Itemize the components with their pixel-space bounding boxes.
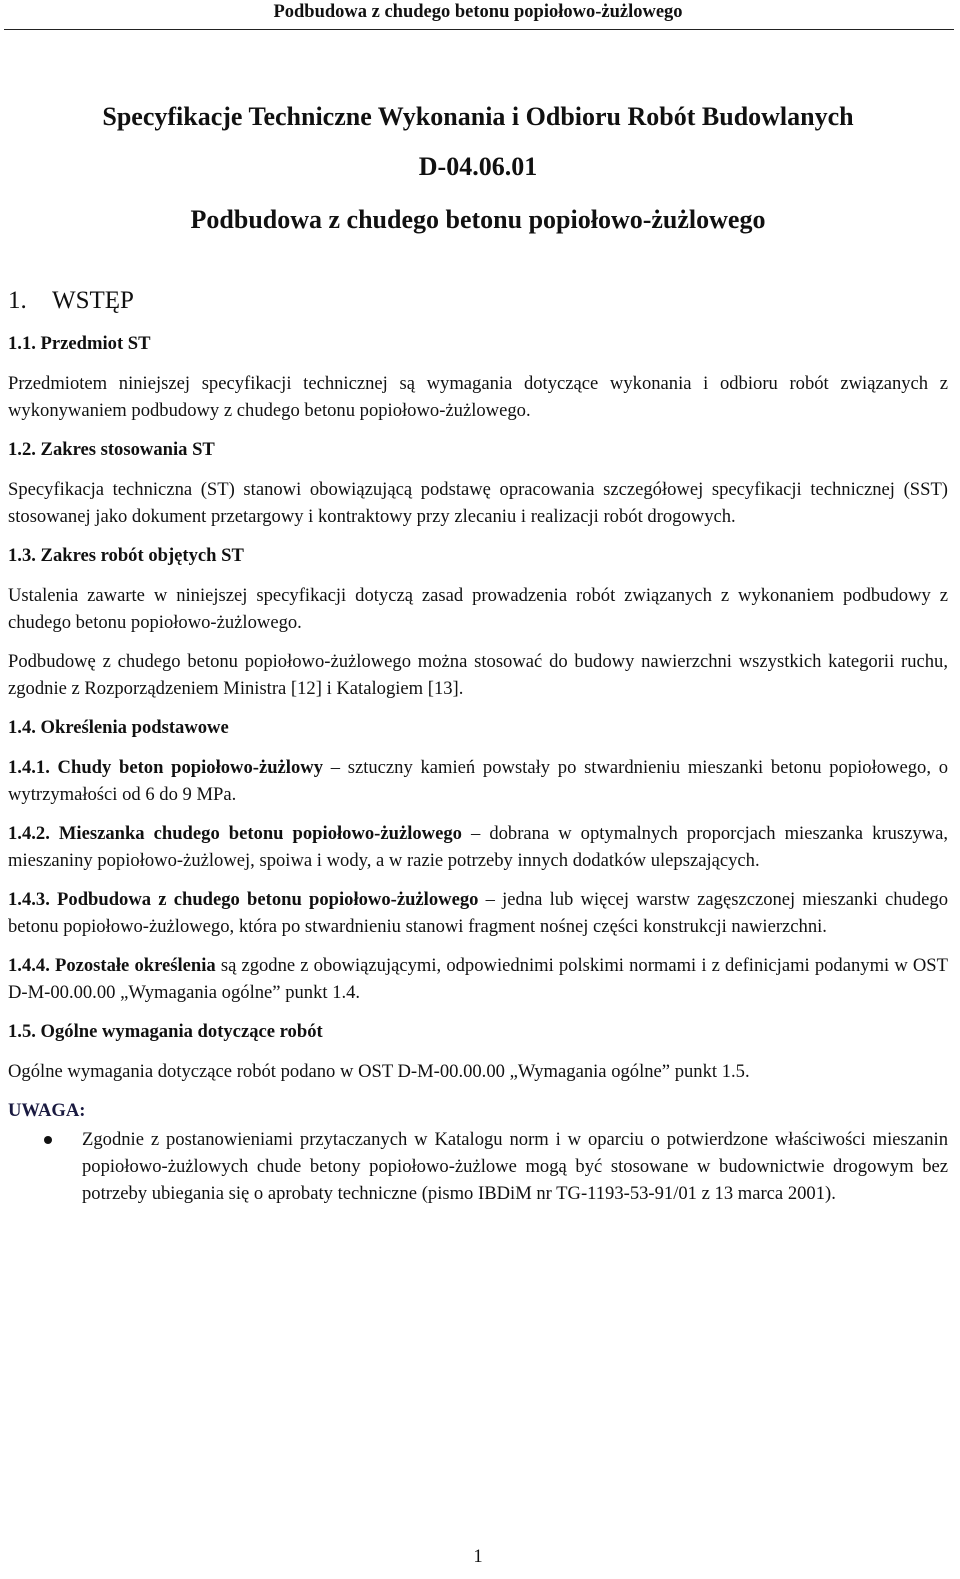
definition-1-4-1 [8,754,948,808]
document-title: Specyfikacje Techniczne Wykonania i Odbioru Robót Budowlanych [102,102,854,131]
header-rule [4,29,954,30]
section-heading-wstep [8,284,948,318]
definition-1-4-3 [8,886,948,940]
section-title: WSTĘP [52,287,134,314]
definition-text: – jedna lub więcej warstw zagęszczonej mieszanki chudego betonu popiołowo-żużlowego, która po stwardnieniu stanowi fragment nośnej części konstrukcji nawierzchni. [8,889,948,937]
definition-1-4-4 [8,952,948,1006]
definition-term: 1.4.4. Pozostałe określenia [8,955,216,976]
document-subject: Podbudowa z chudego betonu popiołowo-żużlowego [190,205,766,234]
warning-list [8,1126,948,1207]
definition-text: są zgodne z obowiązującymi, odpowiednimi polskimi normami i z definicjami podanymi w OST D-M-00.00.00 „Wymagania ogólne” punkt 1.4. [8,955,949,1003]
definition-1-4-2 [8,820,948,874]
definition-term: 1.4.3. Podbudowa z chudego betonu popiołowo-żużlowego [8,889,479,910]
definition-term: 1.4.2. Mieszanka chudego betonu popiołowo-żużlowego [8,823,462,844]
warning-label: UWAGA: [8,1100,86,1121]
definition-term: 1.4.1. Chudy beton popiołowo-żużlowy [8,757,323,778]
warning-item [8,1126,948,1207]
subsection-heading-1-2: 1.2. Zakres stosowania ST [8,439,215,460]
subsection-heading-1-3: 1.3. Zakres robót objętych ST [8,545,244,566]
paragraph-1-1: Przedmiotem niniejszej specyfikacji technicznej są wymagania dotyczące wykonania i odbioru robót związanych z wykonywaniem podbudowy z chudego betonu popiołowo-żużlowego. [8,373,948,421]
warning-item-text: Zgodnie z postanowieniami przytaczanych w Katalogu norm i w oparciu o potwierdzone właściwości mieszanin popiołowo-żużlowych chude betony popiołowo-żużlowe mogą być stosowane w budownictwie drogowym bez potrzeby ubiegania się o aprobaty techniczne (pismo IBDiM nr TG-1193-53-91/01 z 13 marca 2001). [82,1129,948,1204]
paragraph-1-3-b: Podbudowę z chudego betonu popiołowo-żużlowego można stosować do budowy nawierzchni wszystkich kategorii ruchu, zgodnie z Rozporządzeniem Ministra [12] i Katalogiem [13]. [8,651,948,699]
document-code: D-04.06.01 [418,152,538,181]
paragraph-1-3-a: Ustalenia zawarte w niniejszej specyfikacji dotyczą zasad prowadzenia robót związanych z wykonaniem podbudowy z chudego betonu popiołowo-żużlowego. [8,585,948,633]
subsection-heading-1-1: 1.1. Przedmiot ST [8,333,151,354]
paragraph-1-2: Specyfikacja techniczna (ST) stanowi obowiązującą podstawę opracowania szczegółowej specyfikacji technicznej (SST) stosowanej jako dokument przetargowy i kontraktowy przy zlecaniu i realizacji robót drogowych. [8,479,948,527]
page-number: 1 [473,1546,483,1567]
paragraph-1-5: Ogólne wymagania dotyczące robót podano w OST D-M-00.00.00 „Wymagania ogólne” punkt 1.5. [8,1061,750,1082]
subsection-heading-1-4: 1.4. Określenia podstawowe [8,717,229,738]
document-body [8,284,948,1207]
section-number: 1. [8,287,27,314]
definition-text: – sztuczny kamień powstały po stwardnieniu mieszanki betonu popiołowego, o wytrzymałości od 6 do 9 MPa. [8,757,948,805]
bullet-icon [44,1136,52,1144]
running-header: Podbudowa z chudego betonu popiołowo-żużlowego [273,2,683,22]
subsection-heading-1-5: 1.5. Ogólne wymagania dotyczące robót [8,1021,323,1042]
definition-text: – dobrana w optymalnych proporcjach mieszanka kruszywa, mieszaniny popiołowo-żużlowej, spoiwa i wody, a w razie potrzeby innych dodatków ulepszających. [8,823,948,871]
